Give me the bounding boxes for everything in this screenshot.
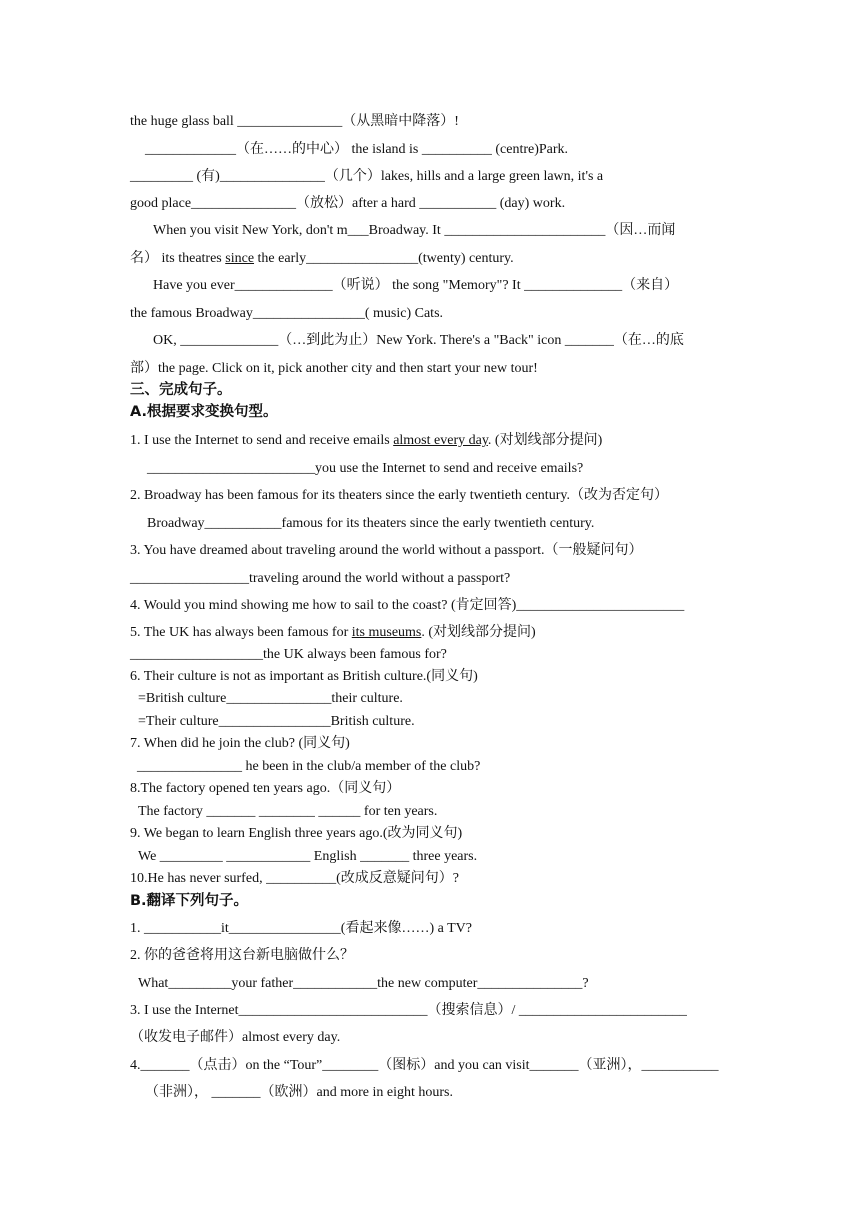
part-b-title: B.翻译下列句子。: [130, 893, 249, 909]
answer-2: Broadway___________famous for its theaters since the early twentieth century.: [147, 516, 595, 531]
fill-line-5: When you visit New York, don't m___Broadway. It _______________________（因…而闻: [153, 223, 676, 238]
answer-6-a: =British culture_______________their culture.: [138, 691, 403, 706]
question-6: 6. Their culture is not as important as British culture.(同义句): [130, 669, 478, 684]
fill-line-4: good place_______________（放松）after a hard ___________ (day) work.: [130, 196, 566, 211]
question-4: 4. Would you mind showing me how to sail to the coast? (肯定回答)________________________: [130, 598, 685, 613]
answer-8: The factory _______ ________ ______ for ten years.: [138, 804, 438, 819]
answer-9: We _________ ____________ English _______ three years.: [138, 849, 478, 864]
fill-line-3: _________ (有)_______________（几个）lakes, hills and a large green lawn, it's a: [130, 169, 604, 184]
fill-line-10: 部）the page. Click on it, pick another city and then start your new tour!: [130, 361, 538, 376]
answer-3: _________________traveling around the world without a passport?: [130, 571, 511, 586]
answer-6-b: =Their culture________________British culture.: [138, 714, 415, 729]
question-1-underlined: almost every day: [393, 433, 488, 448]
question-1: [130, 432, 730, 450]
part-a-title: A.根据要求变换句型。: [130, 404, 278, 420]
section-3-title: 三、完成句子。: [130, 382, 232, 398]
fill-line-6: [130, 250, 730, 268]
answer-7: _______________ he been in the club/a member of the club?: [137, 759, 481, 774]
fill-line-8: the famous Broadway________________( music) Cats.: [130, 306, 444, 321]
fill-line-9: OK, ______________（…到此为止）New York. There's a "Back" icon _______（在…的底: [153, 333, 684, 348]
question-5-a: 5. The UK has always been famous for: [130, 625, 352, 640]
question-5: [130, 624, 730, 642]
translate-4-cont: （非洲）， _______（欧洲）and more in eight hours.: [145, 1085, 453, 1100]
fill-line-6-b: the early________________(twenty) century.: [254, 251, 514, 266]
question-3: 3. You have dreamed about traveling around the world without a passport.（一般疑问句）: [130, 543, 643, 558]
translate-4: 4._______（点击）on the “Tour”________（图标）and you can visit_______（亚洲），___________: [130, 1058, 719, 1073]
fill-line-6-underlined: since: [225, 251, 255, 266]
question-2: 2. Broadway has been famous for its theaters since the early twentieth century.（改为否定句）: [130, 488, 668, 503]
answer-5: ___________________the UK always been famous for?: [130, 647, 447, 662]
question-5-underlined: its museums: [351, 625, 422, 640]
question-1-a: 1. I use the Internet to send and receive emails: [130, 433, 394, 448]
fill-line-2: _____________（在……的中心） the island is __________ (centre)Park.: [145, 142, 569, 157]
translate-2: 2. 你的爸爸将用这台新电脑做什么？: [130, 948, 354, 963]
fill-line-7: Have you ever______________（听说） the song "Memory"? It ______________（来自）: [153, 278, 679, 293]
translate-3-cont: （收发电子邮件）almost every day.: [130, 1030, 341, 1045]
fill-line-1: the huge glass ball _______________（从黑暗中降落）!: [130, 114, 459, 129]
question-9: 9. We began to learn English three years ago.(改为同义句): [130, 826, 463, 841]
answer-1: ________________________you use the Internet to send and receive emails?: [147, 461, 584, 476]
translate-3: 3. I use the Internet___________________________（搜索信息）/ ________________________: [130, 1003, 687, 1018]
question-7: 7. When did he join the club? (同义句): [130, 736, 350, 751]
translate-2-answer: What_________your father____________the new computer_______________?: [138, 976, 589, 991]
question-10: 10.He has never surfed, __________(改成反意疑问句）?: [130, 871, 459, 886]
question-1-b: . (对划线部分提问): [487, 433, 603, 448]
question-5-b: . (对划线部分提问): [421, 625, 536, 640]
fill-line-6-a: 名） its theatres: [130, 251, 226, 266]
question-8: 8.The factory opened ten years ago.（同义句）: [130, 781, 401, 796]
translate-1: 1. ___________it________________(看起来像……) a TV?: [130, 921, 472, 936]
